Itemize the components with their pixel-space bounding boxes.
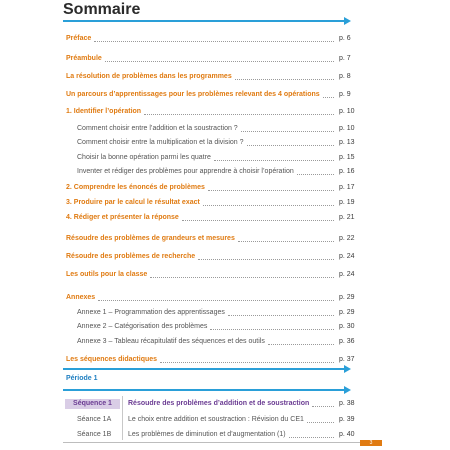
toc-entry-label: Annexe 1 – Programmation des apprentissages	[77, 309, 225, 316]
toc-entry-label: La résolution de problèmes dans les programmes	[66, 73, 232, 80]
toc-entry-page: p. 29	[339, 309, 355, 316]
sequence-row[interactable]	[0, 414, 450, 426]
toc-entry-page: p. 16	[339, 168, 355, 175]
toc-entry-page: p. 37	[339, 356, 355, 363]
footer-page-number: 3	[360, 440, 382, 446]
toc-entry-label: Préface	[66, 35, 92, 42]
toc-entry-page: p. 29	[339, 294, 355, 301]
sequence-page: p. 38	[339, 400, 355, 407]
toc-entry-page: p. 9	[339, 91, 351, 98]
toc-entry-page: p. 19	[339, 199, 355, 206]
toc-entry-page: p. 15	[339, 154, 355, 161]
footer-rule	[63, 442, 382, 443]
toc-entry-page: p. 24	[339, 271, 355, 278]
toc-entry-page: p. 24	[339, 253, 355, 260]
toc-entry-label: Résoudre des problèmes de recherche	[66, 253, 196, 260]
sequence-label: Le choix entre addition et soustraction : Révision du CE1	[128, 416, 304, 423]
toc-leader-dots	[312, 406, 334, 407]
toc-leader-dots	[289, 437, 334, 438]
toc-entry-page: p. 7	[339, 55, 351, 62]
toc-entry-label: Un parcours d’apprentissages pour les problèmes relevant des 4 opérations	[66, 91, 320, 98]
toc-entry-page: p. 6	[339, 35, 351, 42]
page-title: Sommaire	[63, 1, 141, 18]
toc-entry-page: p. 17	[339, 184, 355, 191]
toc-entry-label: 3. Produire par le calcul le résultat exact	[66, 199, 200, 206]
sequence-divider	[122, 396, 123, 440]
toc-entry-label: Comment choisir entre la multiplication et la division ?	[77, 139, 244, 146]
sequence-label: Résoudre des problèmes d’addition et de soustraction	[128, 400, 310, 407]
toc-entry-page: p. 30	[339, 323, 355, 330]
toc-entry-label: Annexe 3 – Tableau récapitulatif des séquences et des outils	[77, 338, 265, 345]
period-heading: Période 1	[66, 375, 98, 382]
toc-entry-label: Annexes	[66, 294, 96, 301]
toc-entry-page: p. 36	[339, 338, 355, 345]
toc-entry-page: p. 10	[339, 125, 355, 132]
sequence-badge: Séquence 1	[65, 399, 120, 409]
toc-entry-page: p. 13	[339, 139, 355, 146]
toc-entry-label: Préambule	[66, 55, 102, 62]
sequence-page: p. 40	[339, 431, 355, 438]
toc-leader-dots	[307, 422, 334, 423]
sequence-label: Les problèmes de diminution et d’augmentation (1)	[128, 431, 286, 438]
sequence-row[interactable]	[0, 398, 450, 410]
toc-entry-label: Choisir la bonne opération parmi les quatre	[77, 154, 211, 161]
toc-entry-label: Les séquences didactiques	[66, 356, 158, 363]
toc-entry-page: p. 10	[339, 108, 355, 115]
toc-entry-page: p. 8	[339, 73, 351, 80]
toc-entry-label: Les outils pour la classe	[66, 271, 148, 278]
toc-entry-page: p. 22	[339, 235, 355, 242]
toc-entry-label: Résoudre des problèmes de grandeurs et mesures	[66, 235, 235, 242]
toc-entry-label: 1. Identifier l’opération	[66, 108, 142, 115]
sequence-page: p. 39	[339, 416, 355, 423]
session-code: Séance 1B	[77, 431, 112, 438]
sequence-row[interactable]	[0, 429, 450, 441]
toc-entry-page: p. 21	[339, 214, 355, 221]
session-code: Séance 1A	[77, 416, 112, 423]
toc-entry-label: 4. Rédiger et présenter la réponse	[66, 214, 179, 221]
toc-entry-label: Inventer et rédiger des problèmes pour apprendre à choisir l’opération	[77, 168, 294, 175]
toc-entry-label: 2. Comprendre les énoncés de problèmes	[66, 184, 205, 191]
toc-entry-label: Annexe 2 – Catégorisation des problèmes	[77, 323, 208, 330]
toc-entry-label: Comment choisir entre l’addition et la soustraction ?	[77, 125, 238, 132]
